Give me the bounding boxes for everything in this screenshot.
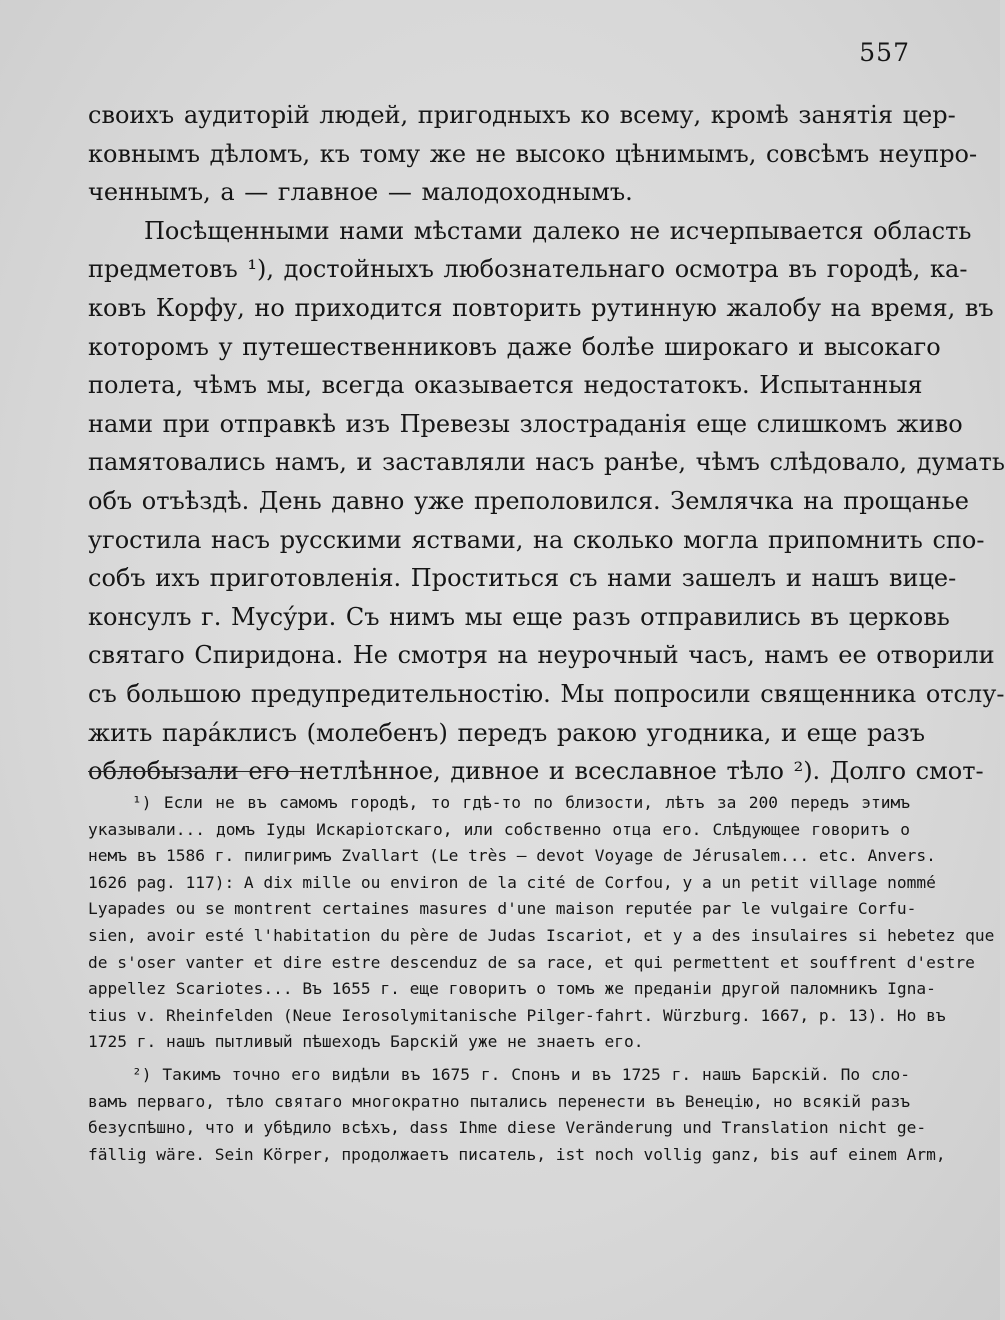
footnote-line: указывали... домъ Іуды Искаріотскаго, или собственно отца его. Слѣдующее говоритъ о [88, 819, 910, 839]
footnote-line: вамъ перваго, тѣло святаго многократно пытались перенести въ Венецію, но всякій разъ [88, 1091, 910, 1111]
text-line: предметовъ ¹), достойныхъ любознательнаго осмотра въ городѣ, ка- [88, 255, 968, 284]
text-line: жить пара́клисъ (молебенъ) передъ ракою угодника, и еще разъ [88, 718, 926, 747]
footnote-line: appellez Scariotes... Въ 1655 г. еще говоритъ о томъ же преданіи другой паломникъ Igna- [88, 979, 936, 999]
text-line: облобызали его нетлѣнное, дивное и всеславное тѣло ²). Долго смот- [88, 757, 984, 786]
text-line: собъ ихъ приготовленія. Проститься съ нами зашелъ и нашъ вице- [88, 564, 957, 593]
text-line: памятовались намъ, и заставляли насъ ранѣе, чѣмъ слѣдовало, думать [88, 448, 1005, 477]
text-line: ковнымъ дѣломъ, къ тому же не высоко цѣнимымъ, совсѣмъ неупро- [88, 139, 978, 168]
footnote-line: Lyapades ou se montrent certaines masures d'une maison reputée par le vulgaire Corfu- [88, 899, 917, 919]
text-line: консулъ г. Мусу́ри. Съ нимъ мы еще разъ отправились въ церковь [88, 602, 950, 631]
footnote-line: ¹) Если не въ самомъ городѣ, то гдѣ-то по близости, лѣтъ за 200 передъ этимъ [132, 793, 910, 812]
text-line: нами при отправкѣ изъ Превезы злостраданія еще слишкомъ живо [88, 409, 963, 438]
text-line: ковъ Корфу, но приходится повторить рутинную жалобу на время, въ [88, 293, 994, 322]
text-line: которомъ у путешественниковъ даже болѣе широкаго и высокаго [88, 332, 941, 361]
footnote-line: de s'oser vanter et dire estre descenduz de sa race, et qui permettent et souffrent d'estre [88, 952, 975, 972]
text-line: своихъ аудиторій людей, пригодныхъ ко всему, кромѣ занятія цер- [88, 101, 956, 129]
footnote-line: tius v. Rheinfelden (Neue Ierosolymitanische Pilger-fahrt. Würzburg. 1667, p. 13). Но въ [88, 1005, 946, 1025]
text-line: угостила насъ русскими яствами, на сколько могла припомнить спо- [88, 525, 985, 554]
text-line: Посѣщенными нами мѣстами далеко не исчерпывается область [144, 216, 972, 245]
footnote-line: немъ въ 1586 г. пилигримъ Zvallart (Le très — devot Voyage de Jérusalem... etc. Anvers. [88, 846, 936, 866]
footnote-divider [88, 771, 304, 772]
footnote-line: 1725 г. нашъ пытливый пѣшеходъ Барскій уже не знаетъ его. [88, 1032, 644, 1052]
text-line: святаго Спиридона. Не смотря на неурочный часъ, намъ ее отворили [88, 641, 995, 670]
main-text [88, 96, 1005, 791]
text-line: съ большою предупредительностію. Мы попросили священника отслу- [88, 679, 1005, 708]
footnote-line: sien, avoir esté l'habitation du père de Judas Iscariot, et y a des insulaires si hebetez que [88, 925, 995, 945]
text-line: полета, чѣмъ мы, всегда оказывается недостатокъ. Испытанныя [88, 371, 923, 400]
text-line: объ отъѣздѣ. День давно уже преполовился. Землячка на прощанье [88, 486, 969, 515]
text-line: ченнымъ, а — главное — малодоходнымъ. [88, 178, 633, 207]
footnote-line: безуспѣшно, что и убѣдило всѣхъ, dass Ihme diese Veränderung und Translation nicht ge- [88, 1118, 927, 1138]
footnote-line: fällig wäre. Sein Körper, продолжаетъ писатель, ist noch vollig ganz, bis auf einem Arm, [88, 1144, 946, 1164]
footnote-line: 1626 pag. 117): A dix mille ou environ de la cité de Corfou, y a un petit village nommé [88, 872, 936, 892]
page-number: 557 [859, 38, 910, 67]
footnote-line: ²) Такимъ точно его видѣли въ 1675 г. Спонъ и въ 1725 г. нашъ Барскій. По сло- [132, 1064, 910, 1084]
footnotes [88, 790, 995, 1168]
